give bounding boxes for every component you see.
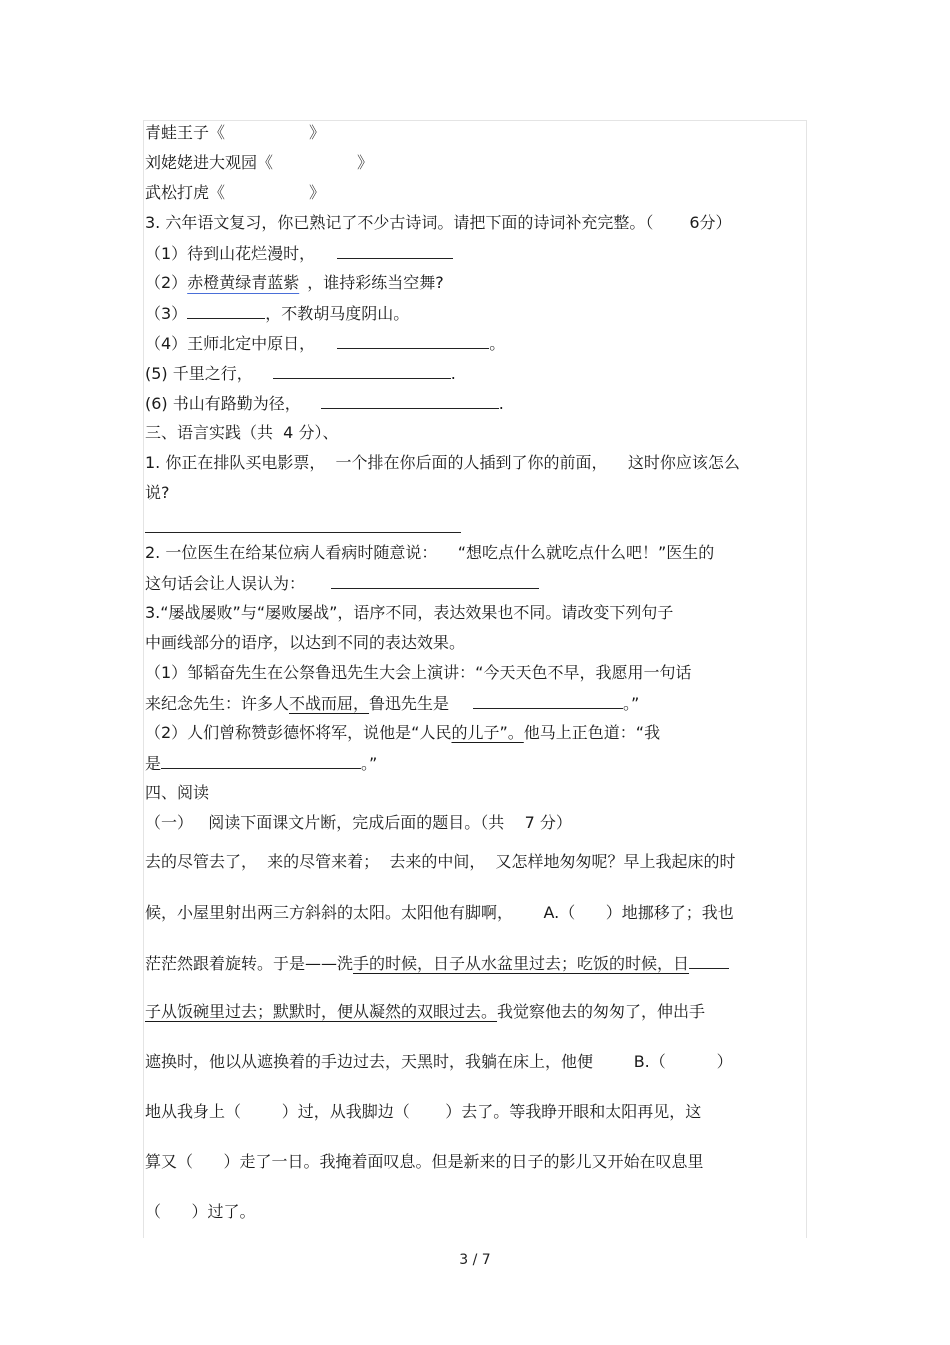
poem-text: （4）王师北定中原日， (145, 334, 316, 353)
poem-question (145, 243, 453, 264)
answer-blank[interactable] (161, 753, 361, 769)
passage-line: 去的尽管去了， 来的尽管来着； 去来的中间， 又怎样地匆匆呢？早上我起床的时 (145, 852, 736, 871)
answer-blank[interactable] (273, 363, 451, 379)
story-title-close: 》 (309, 183, 326, 202)
sub-heading: （一） 阅读下面课文片断，完成后面的题目。（共 7 分） (145, 813, 572, 832)
page-frame-top (143, 120, 807, 121)
heading-text: 3. 六年语文复习，你已熟记了不少古诗词。请把下面的诗词补充完整。（ (145, 213, 654, 232)
question-line: 2. 一位医生在给某位病人看病时随意说： “想吃点什么就吃点什么吧！”医生的 (145, 543, 715, 562)
passage-line (145, 953, 729, 974)
answer-blank[interactable] (187, 303, 265, 319)
story-title-line (145, 183, 325, 203)
story-title-text: 青蛙王子《 (145, 123, 226, 142)
poem-text: （2） (145, 273, 188, 292)
poem-text: （1）待到山花烂漫时， (145, 244, 316, 263)
poem-question (145, 273, 444, 293)
question-text: 来纪念先生：许多人 (145, 694, 290, 713)
passage-line: （ ）过了。 (145, 1202, 256, 1221)
poem-text: 。 (489, 334, 506, 353)
story-title-line (145, 153, 373, 173)
answer-blank[interactable] (337, 243, 453, 259)
question-line (145, 573, 539, 594)
question-line: 3.“屡战屡败”与“屡败屡战”，语序不同，表达效果也不同。请改变下列句子 (145, 603, 674, 622)
question-line (145, 693, 639, 714)
underlined-phrase: 不战而屈， (289, 694, 370, 713)
underlined-phrase: 的儿子”。 (451, 723, 524, 742)
poem-question (145, 363, 456, 384)
answer-line[interactable] (145, 532, 461, 533)
question-line: （1）邹韬奋先生在公祭鲁迅先生大会上演讲：“今天天色不早，我愿用一句话 (145, 663, 692, 682)
page-number: 3 / 7 (459, 1252, 491, 1268)
question-text: 这句话会让人误认为： (145, 574, 306, 593)
poem-question (145, 393, 504, 414)
answer-blank[interactable] (337, 333, 489, 349)
underlined-passage: 子从饭碗里过去；默默时，便从凝然的双眼过去。 (145, 1002, 498, 1021)
passage-text: 我觉察他去的匆匆了，伸出手 (497, 1002, 706, 1021)
passage-line: 候，小屋里射出两三方斜斜的太阳。太阳他有脚啊， A.（ ）地挪移了；我也 (145, 903, 734, 922)
question-line (145, 723, 660, 743)
story-title-line (145, 123, 325, 143)
poem-text: (6) 书山有路勤为径， (145, 394, 301, 413)
answer-blank[interactable] (473, 693, 623, 709)
question-line: 1. 你正在排队买电影票， 一个排在你后面的人插到了你的前面， 这时你应该怎么 (145, 453, 740, 472)
passage-line (145, 1002, 705, 1022)
question-heading (145, 213, 732, 233)
filled-answer: 赤橙黄绿青蓝紫 (187, 273, 300, 292)
passage-text: 茫茫然跟着旋转。于是——洗 (145, 954, 354, 973)
question-line (145, 753, 377, 774)
poem-text: （3） (145, 304, 188, 323)
story-title-text: 刘姥姥进大观园《 (145, 153, 274, 172)
question-text: 鲁迅先生是 (369, 694, 450, 713)
passage-line: 遮换时，他以从遮换着的手边过去，天黑时，我躺在床上，他便 B.（ ） (145, 1052, 733, 1071)
story-title-text: 武松打虎《 (145, 183, 226, 202)
page-frame-right (806, 120, 807, 1238)
question-text: 。” (623, 694, 640, 713)
poem-text: . (498, 394, 504, 413)
answer-blank[interactable] (331, 573, 539, 589)
section-heading: 四、阅读 (145, 783, 210, 802)
section-heading: 三、语言实践（共 4 分）、 (145, 423, 339, 442)
poem-question (145, 303, 409, 324)
poem-text: (5) 千里之行， (145, 364, 253, 383)
poem-text: . (450, 364, 456, 383)
question-line: 中画线部分的语序，以达到不同的表达效果。 (145, 633, 466, 652)
underline-extension (689, 953, 729, 969)
question-text: 。” (361, 754, 378, 773)
passage-line: 算又（ ）走了一日。我掩着面叹息。但是新来的日子的影儿又开始在叹息里 (145, 1152, 704, 1171)
poem-text: ，谁持彩练当空舞? (307, 273, 444, 292)
poem-text: ，不教胡马度阴山。 (265, 304, 410, 323)
score-text: 6分） (689, 213, 732, 232)
story-title-close: 》 (309, 123, 326, 142)
question-text: 他马上正色道：“我 (523, 723, 661, 742)
answer-blank[interactable] (321, 393, 499, 409)
story-title-close: 》 (357, 153, 374, 172)
question-text: 是 (145, 754, 162, 773)
poem-question (145, 333, 505, 354)
passage-line: 地从我身上（ ）过，从我脚边（ ）去了。等我睁开眼和太阳再见，这 (145, 1102, 702, 1121)
underlined-passage: 手的时候，日子从水盆里过去；吃饭的时候，日 (353, 954, 690, 973)
question-line: 说? (145, 483, 170, 502)
page-frame-left (143, 120, 144, 1238)
question-text: （2）人们曾称赞彭德怀将军，说他是“人民 (145, 723, 452, 742)
